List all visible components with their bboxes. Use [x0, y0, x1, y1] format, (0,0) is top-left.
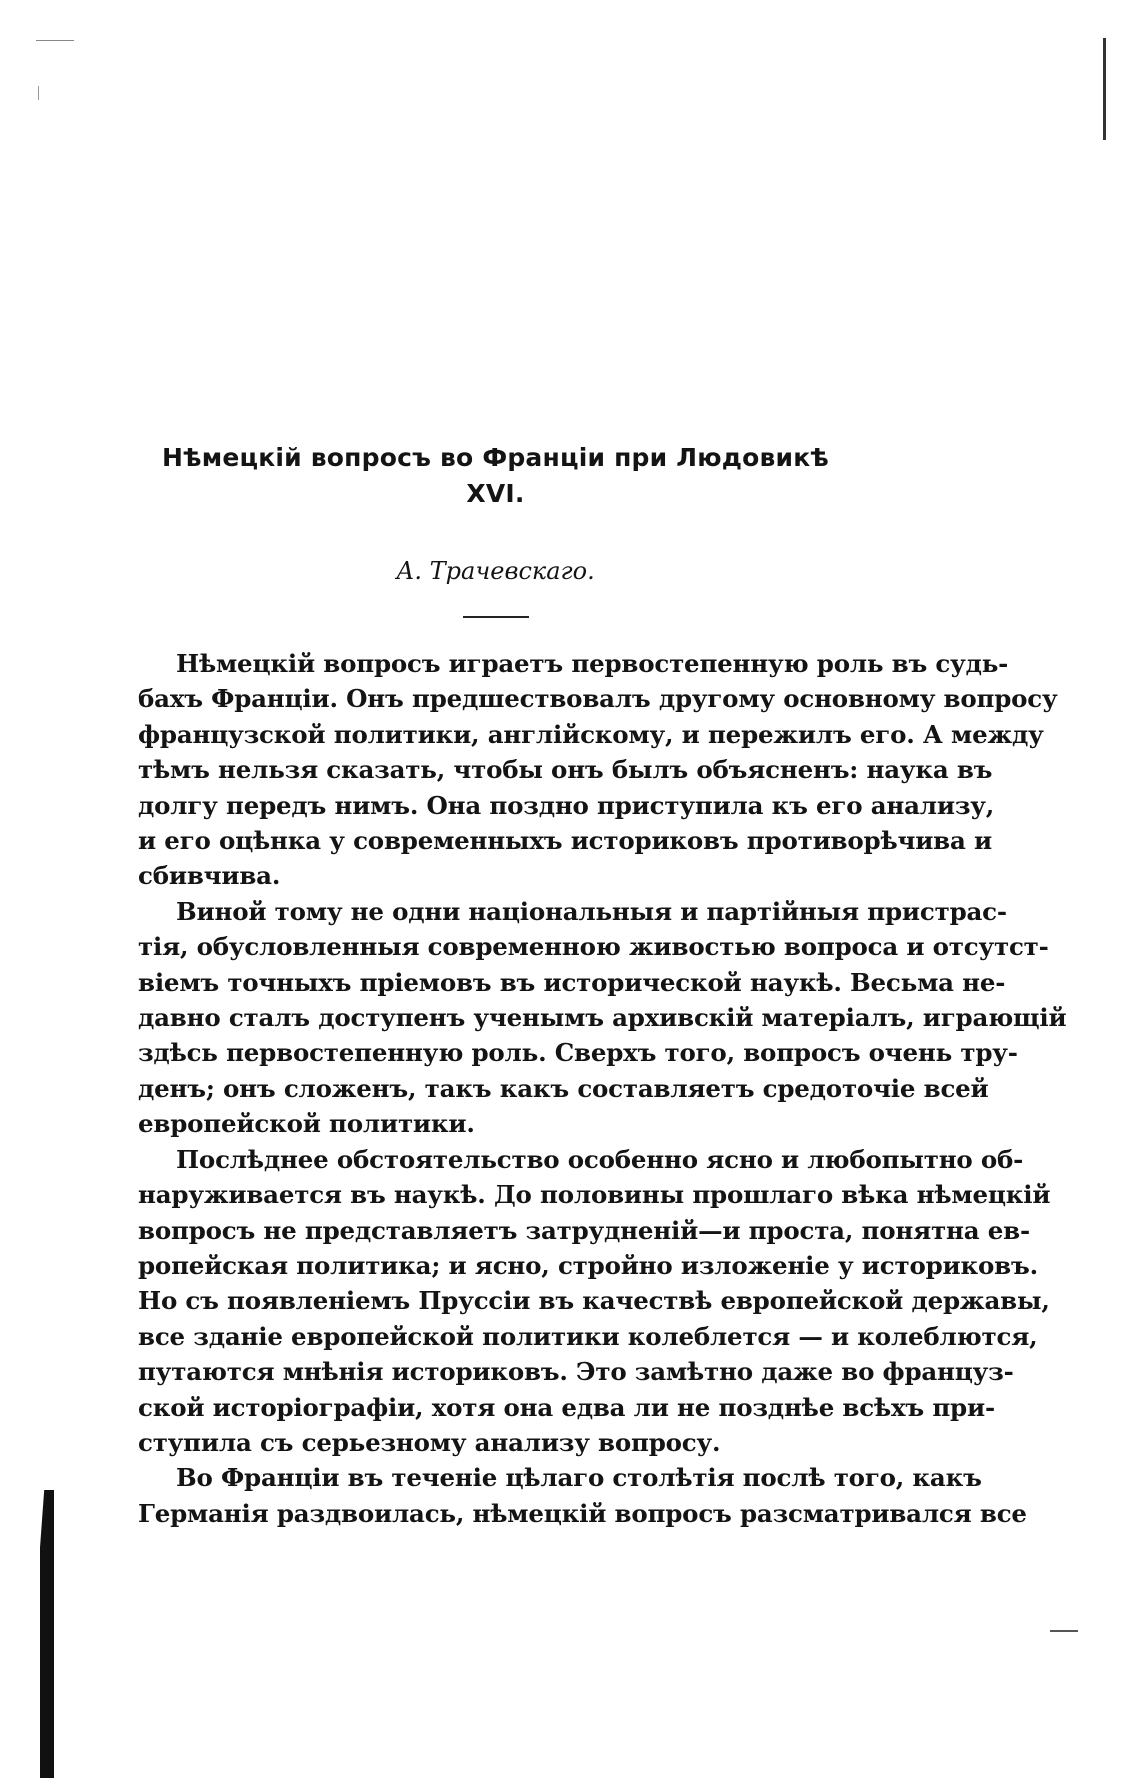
text-line: сбивчива. [138, 861, 281, 891]
scan-edge-mark [1050, 1630, 1078, 1632]
scan-edge-mark [40, 1490, 54, 1778]
text-line: віемъ точныхъ пріемовъ въ исторической наукѣ. Весьма не- [138, 967, 1006, 997]
paragraph [133, 894, 1067, 1142]
text-line: Послѣднее обстоятельство особенно ясно и любопытно об- [176, 1144, 1024, 1174]
paragraph [133, 1142, 1051, 1461]
article-body [133, 646, 1067, 1531]
text-line: все зданіе европейской политики колеблется — и колеблются, [138, 1321, 1038, 1351]
article-title: Нѣмецкій вопросъ во Франціи при Людовикѣ XVI. [161, 443, 830, 508]
scan-edge-mark [38, 86, 39, 100]
text-line: бахъ Франціи. Онъ предшествовалъ другому основному вопросу [138, 684, 1058, 714]
article [133, 440, 1067, 1531]
text-line: тія, обусловленныя современною живостью вопроса и отсутст- [138, 932, 1049, 962]
text-line: путаются мнѣнія историковъ. Это замѣтно даже во француз- [138, 1357, 1014, 1387]
text-line: ской исторіографіи, хотя она едва ли не позднѣе всѣхъ при- [138, 1392, 995, 1422]
article-author: А. Трачевскаго. [396, 557, 595, 585]
text-line: и его оцѣнка у современныхъ историковъ противорѣчива и [138, 826, 992, 856]
text-line: европейской политики. [138, 1109, 475, 1139]
text-line: наруживается въ наукѣ. До половины прошлаго вѣка нѣмецкій [138, 1180, 1051, 1210]
text-line: Виной тому не одни національныя и партійныя пристрас- [176, 896, 1007, 926]
text-line: Германія раздвоилась, нѣмецкій вопросъ разсматривался все [138, 1498, 1027, 1528]
text-line: здѣсь первостепенную роль. Сверхъ того, вопросъ очень тру- [138, 1038, 1018, 1068]
scan-edge-mark [1103, 38, 1106, 140]
text-line: ропейская политика; и ясно, стройно изложеніе у историковъ. [138, 1250, 1038, 1280]
text-line: Во Франціи въ теченіе цѣлаго столѣтія послѣ того, какъ [176, 1463, 982, 1493]
text-line: французской политики, англійскому, и пережилъ его. А между [138, 719, 1044, 749]
text-line: тѣмъ нельзя сказать, чтобы онъ былъ объясненъ: наука въ [138, 755, 993, 785]
title-divider [463, 616, 529, 618]
scan-edge-mark [36, 40, 74, 41]
text-line: долгу передъ нимъ. Она поздно приступила къ его анализу, [138, 790, 995, 820]
text-line: вопросъ не представляетъ затрудненій—и проста, понятна ев- [138, 1215, 1030, 1245]
text-line: Но съ появленіемъ Пруссіи въ качествѣ европейской державы, [138, 1286, 1050, 1316]
text-line: денъ; онъ сложенъ, такъ какъ составляетъ средоточіе всей [138, 1073, 989, 1103]
text-line: ступила съ серьезному анализу вопросу. [138, 1427, 721, 1457]
text-line: Нѣмецкій вопросъ играетъ первостепенную роль въ судь- [176, 649, 1009, 678]
paragraph [133, 1460, 1027, 1531]
paragraph [133, 646, 1058, 894]
text-line: давно сталъ доступенъ ученымъ архивскій матеріалъ, играющій [138, 1003, 1067, 1033]
